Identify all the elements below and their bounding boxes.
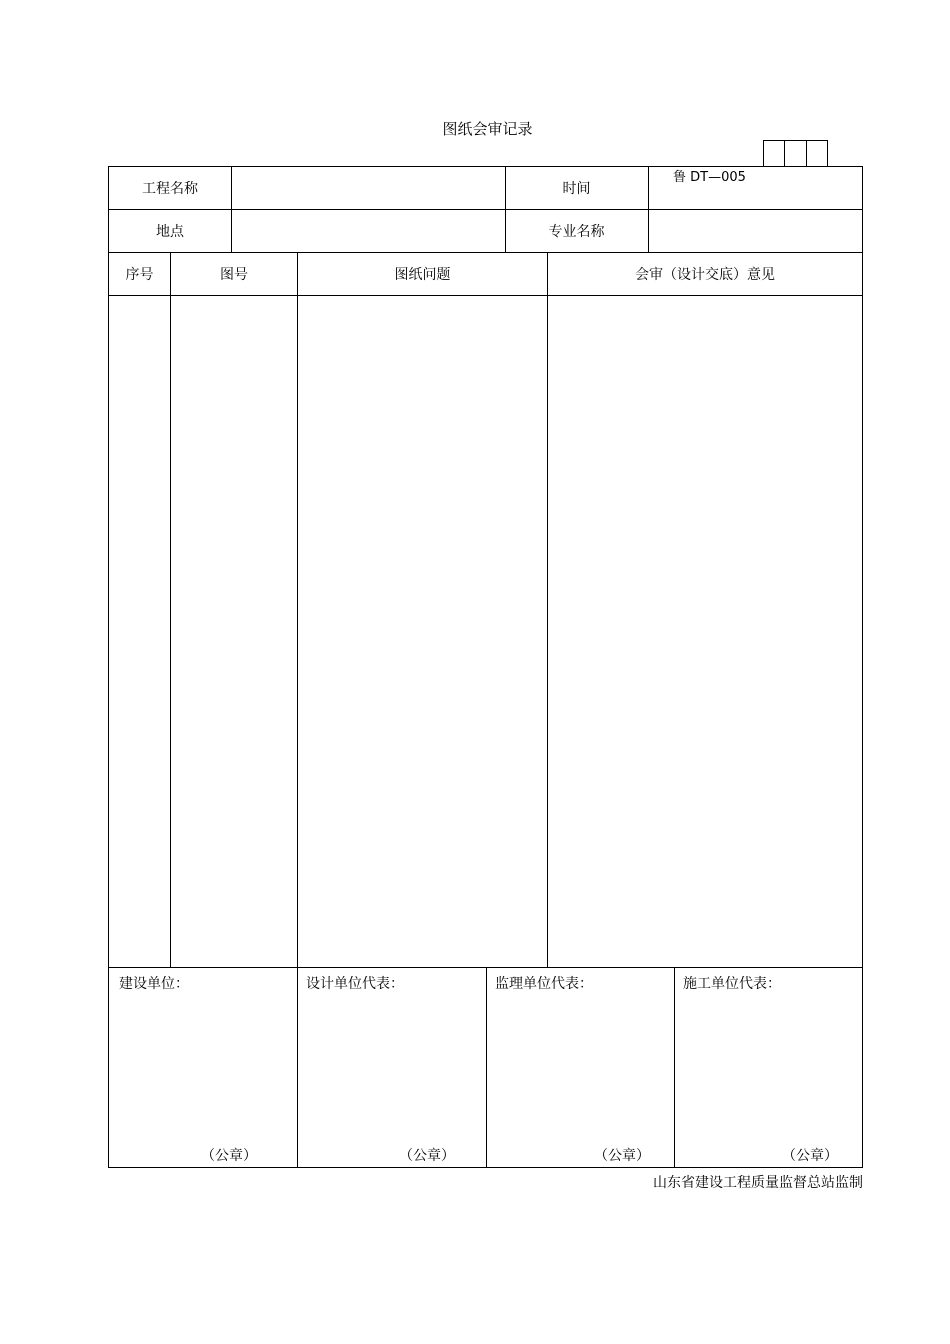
number-box-3[interactable]: [807, 141, 827, 166]
time-label: 时间: [562, 181, 591, 197]
signature-contractor-label: 施工单位代表：: [683, 976, 781, 992]
drawing-no-column-area[interactable]: [171, 296, 297, 967]
seq-column-area[interactable]: [109, 296, 170, 967]
project-name-label: 工程名称: [142, 181, 198, 197]
number-box-1[interactable]: [764, 141, 785, 166]
issue-column-area[interactable]: [298, 296, 547, 967]
signature-supervisor-seal: （公章）: [594, 1148, 650, 1164]
specialty-label: 专业名称: [548, 224, 605, 240]
footer-issuer: 山东省建设工程质量监督总站监制: [653, 1175, 863, 1191]
location-field[interactable]: [232, 210, 505, 252]
opinion-column-area[interactable]: [548, 296, 862, 967]
signature-supervisor-label: 监理单位代表：: [495, 976, 593, 992]
form-code: 鲁 DT—005: [673, 170, 746, 185]
form-table: [108, 166, 863, 1168]
signature-owner-seal: （公章）: [201, 1148, 257, 1164]
signature-designer-label: 设计单位代表：: [306, 976, 404, 992]
signature-owner-label: 建设单位：: [119, 976, 189, 992]
signature-contractor-seal: （公章）: [782, 1148, 838, 1164]
column-header-seq: 序号: [125, 267, 154, 283]
number-box-2[interactable]: [785, 141, 806, 166]
project-name-field[interactable]: [232, 167, 505, 209]
column-header-drawing-no: 图号: [220, 267, 248, 283]
form-title: 图纸会审记录: [442, 120, 533, 138]
location-label: 地点: [156, 224, 184, 240]
signature-designer-seal: （公章）: [399, 1148, 455, 1164]
specialty-field[interactable]: [649, 210, 862, 252]
number-boxes[interactable]: [763, 140, 828, 166]
column-header-issue: 图纸问题: [394, 267, 451, 283]
column-header-opinion: 会审（设计交底）意见: [635, 267, 775, 283]
